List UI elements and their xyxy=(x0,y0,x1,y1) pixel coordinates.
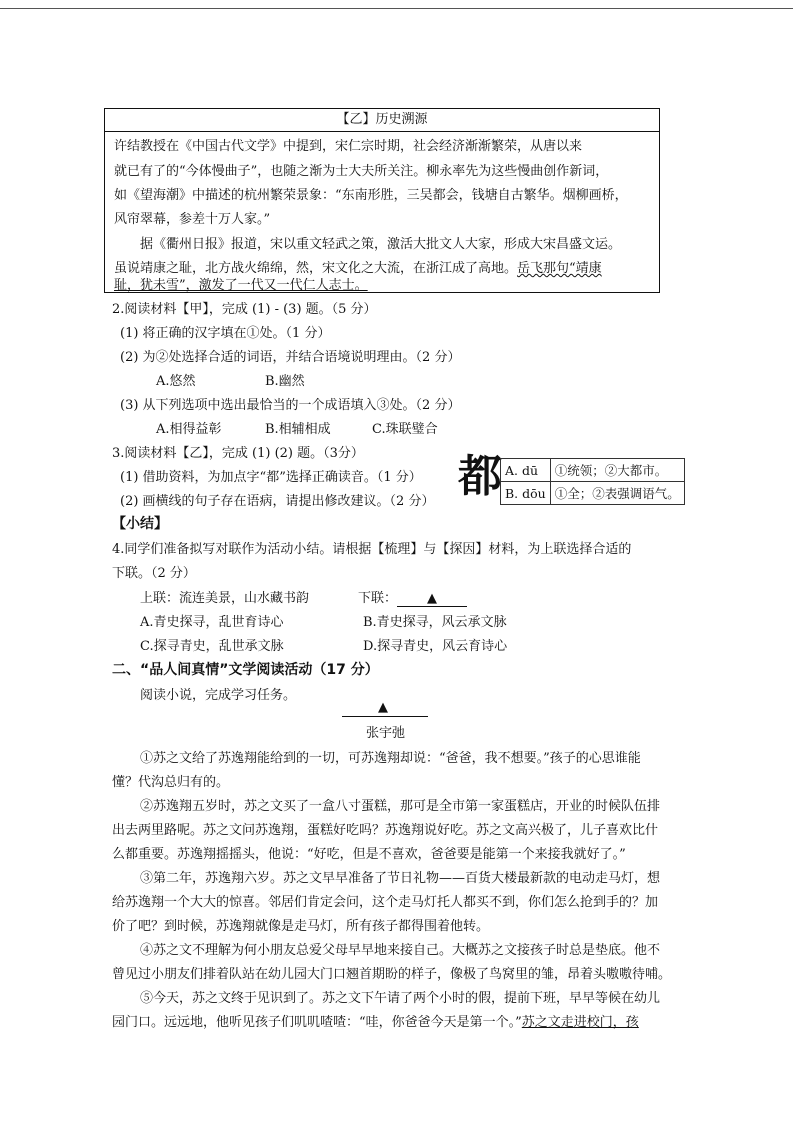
story-p1-line1: ①苏之文给了苏逸翔能给到的一切，可苏逸翔却说：“爸爸，我不想要。”孩子的心思谁能 xyxy=(140,751,641,766)
story-p2-line2: 出去两里路呢。苏之文问苏逸翔，蛋糕好吃吗？苏逸翔说好吃。苏之文高兴极了，儿子喜欢比什 xyxy=(112,823,659,838)
story-title-mark: ▲ xyxy=(378,700,388,715)
q4-option-a: A.青史探寻，乱世育诗心 xyxy=(140,615,284,630)
box-p1-line2: 就已有了的“今体慢曲子”，也随之渐为士大夫所关注。柳永率先为这些慢曲创作新词， xyxy=(114,164,609,179)
story-p3-line1: ③第二年，苏逸翔六岁。苏之文早早准备了节日礼物——百货大楼最新款的电动走马灯，想 xyxy=(140,871,661,886)
q2-sub1: (1) 将正确的汉字填在①处。（1 分） xyxy=(120,326,331,341)
story-p1-line2: 懂？代沟总归有的。 xyxy=(112,775,230,790)
box-p2-line2-underlined: 岳飞那句“靖康 xyxy=(517,261,602,276)
box-p2-line1: 据《衢州日报》报道，宋以重文轻武之策，激活大批文人大家，形成大宋昌盛文运。 xyxy=(140,237,622,252)
story-p2-line3: 么都重要。苏逸翔摇摇头，他说：“好吃，但是不喜欢，爸爸要是能第一个来接我就好了。” xyxy=(112,847,626,862)
story-p3-line3: 价了吧？到时候，苏逸翔就像是走马灯，所有孩子都得围着他转。 xyxy=(112,919,490,934)
q4-option-c: C.探寻青史，乱世承文脉 xyxy=(140,639,284,654)
q2-sub3-option-c: C.珠联璧合 xyxy=(372,422,438,437)
q2-sub2: (2) 为②处选择合适的词语，并结合语境说明理由。（2 分） xyxy=(120,350,461,365)
q4-option-d: D.探寻青史，风云育诗心 xyxy=(363,639,508,654)
story-p5-line1: ⑤今天，苏之文终于见识到了。苏之文下午请了两个小时的假，提前下班，早早等候在幼儿 xyxy=(140,991,661,1006)
couplet-lower-label: 下联： xyxy=(358,591,398,606)
story-p5-line2-underlined: 苏之文走进校门，孩 xyxy=(521,1015,639,1030)
story-p3-line2: 给苏逸翔一个大大的惊喜。邻居们肯定会问，这个走马灯托人都买不到，你们怎么抢到手的？加 xyxy=(112,895,659,910)
pinyin-a: A. dū xyxy=(501,459,551,482)
pronunciation-table xyxy=(500,458,685,505)
q2-stem: 2.阅读材料【甲】，完成 (1) - (3) 题。（5 分） xyxy=(112,302,377,317)
top-rule xyxy=(0,8,793,9)
pronunciation-row-b xyxy=(501,482,685,505)
q3-sub2: (2) 画横线的句子存在语病，请提出修改建议。（2 分） xyxy=(120,494,435,509)
story-p5-line2 xyxy=(112,1011,639,1030)
summary-title: 【小结】 xyxy=(112,516,168,532)
couplet-lower-blank: ▲ xyxy=(397,591,467,607)
couplet-upper: 上联：流连美景，山水藏书韵 xyxy=(140,591,310,606)
pinyin-b: B. dōu xyxy=(501,482,551,505)
definition-b: ①全；②表强调语气。 xyxy=(550,482,684,505)
definition-a: ①统领；②大都市。 xyxy=(550,459,684,482)
q2-sub2-option-a: A.悠然 xyxy=(156,374,196,389)
material-yi-title: 【乙】历史溯源 xyxy=(105,109,659,132)
couplet-lower xyxy=(358,587,467,607)
story-p2-line1: ②苏逸翔五岁时，苏之文买了一盒八寸蛋糕，那可是全市第一家蛋糕店，开业的时候队伍排 xyxy=(140,799,661,814)
q2-sub3-option-a: A.相得益彰 xyxy=(156,422,222,437)
q2-sub3: (3) 从下列选项中选出最恰当的一个成语填入③处。（2 分） xyxy=(120,398,461,413)
pronunciation-row-a xyxy=(501,459,685,482)
section2-intro: 阅读小说，完成学习任务。 xyxy=(140,688,297,703)
box-p1-line1: 许结教授在《中国古代文学》中提到，宋仁宗时期，社会经济渐渐繁荣，从唐以来 xyxy=(114,139,583,154)
box-p1-line3: 如《望海潮》中描述的杭州繁荣景象：“东南形胜，三吴都会，钱塘自古繁华。烟柳画桥， xyxy=(114,188,628,203)
story-title-line xyxy=(342,716,428,717)
box-p1-line4: 风帘翠幕，参差十万人家。” xyxy=(114,212,271,227)
q4-line2: 下联。（2 分） xyxy=(112,566,196,581)
section2-title: 二、“品人间真情”文学阅读活动（17 分） xyxy=(112,662,379,678)
dou-character: 都 xyxy=(458,451,502,502)
box-p2-line3-underlined: 耻，犹未雪”，激发了一代又一代仁人志士。 xyxy=(114,278,368,293)
q4-option-b: B.青史探寻，风云承文脉 xyxy=(363,615,507,630)
box-p2-line2-text: 虽说靖康之耻，北方战火绵绵，然，宋文化之大流，在浙江成了高地。 xyxy=(114,261,518,276)
story-p4-line2: 曾见过小朋友们排着队站在幼儿园大门口翘首期盼的样子，像极了鸟窝里的雏，昂着头嗷嗷待哺。 xyxy=(112,967,672,982)
story-p5-line2-text: 园门口。远远地，他听见孩子们叽叽喳喳：“哇，你爸爸今天是第一个。” xyxy=(112,1015,522,1030)
q3-stem: 3.阅读材料【乙】，完成 (1) (2) 题。（3分） xyxy=(112,446,364,461)
q3-sub1: (1) 借助资料，为加点字“都”选择正确读音。（1 分） xyxy=(120,470,422,485)
q2-sub2-option-b: B.幽然 xyxy=(265,374,305,389)
q2-sub3-option-b: B.相辅相成 xyxy=(265,422,331,437)
q4-line1: 4.同学们准备拟写对联作为活动小结。请根据【梳理】与【探因】材料，为上联选择合适的 xyxy=(112,542,632,557)
story-author: 张宇弛 xyxy=(366,726,406,741)
box-p2-line3 xyxy=(114,274,368,293)
story-p4-line1: ④苏之文不理解为何小朋友总爱父母早早地来接自己。大概苏之文接孩子时总是垫底。他不 xyxy=(140,943,661,958)
